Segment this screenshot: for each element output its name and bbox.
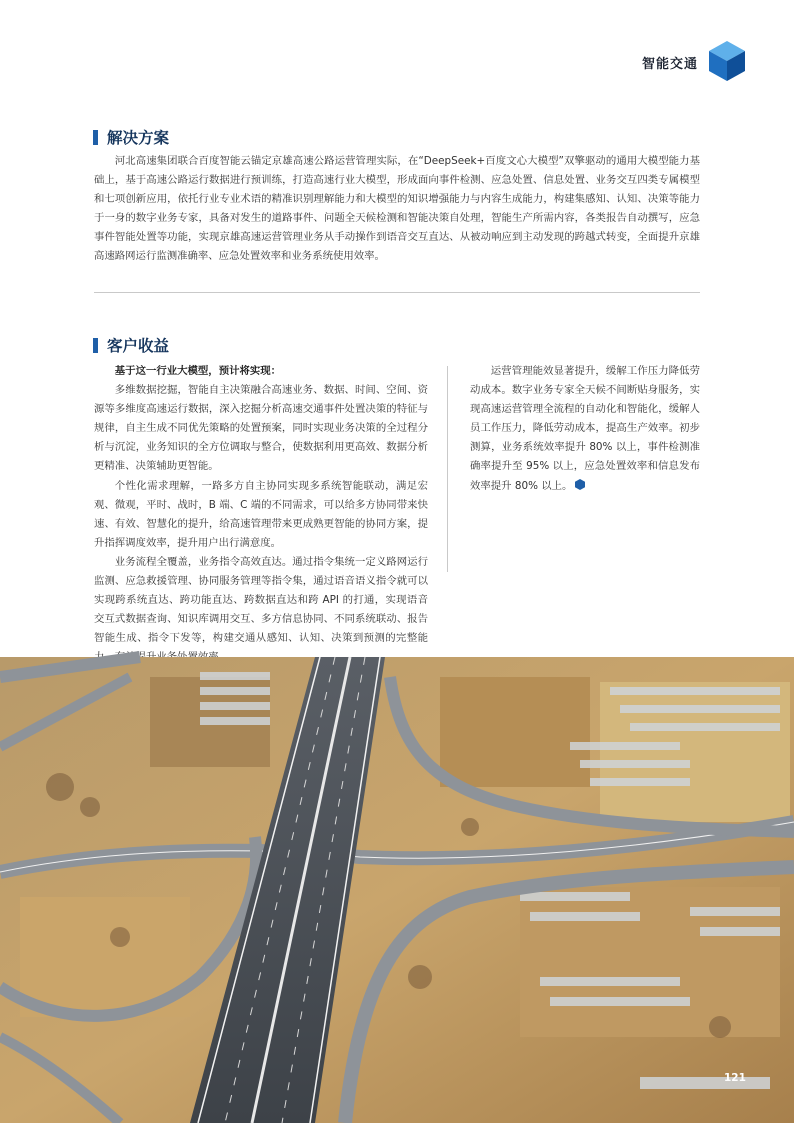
benefits-title: 客户收益: [107, 337, 170, 355]
heading-accent-bar: [93, 338, 98, 353]
column-divider: [447, 366, 448, 572]
benefit-data-mining: 多维数据挖掘，智能自主决策融合高速业务、数据、时间、空间、资源等多维度高速运行数据，深入挖掘分析高速交通事件处置决策的特征与规律，自主生成不同优先策略的处置预案，同时实现业务决策的全过程分析与沉淀，业务知识的全方位调取与整合，使数据利用更高效、数据分析更精准、决策辅助更智能。: [94, 384, 428, 473]
heading-accent-bar: [93, 130, 98, 145]
benefits-column-left: [94, 362, 428, 645]
benefit-efficiency: 运营管理能效显著提升，缓解工作压力降低劳动成本。数字业务专家全天候不间断贴身服务，实现高速运营管理全流程的自动化和智能化，缓解人员工作压力，降低劳动成本，提高生产效率。初步测算，业务系统效率提升 80% 以上，事件检测准确率提升至 95% 以上，应急处置效率和信息发布效率提升 80% 以上。: [470, 365, 700, 492]
benefit-collaboration: 个性化需求理解，一路多方自主协同实现多系统智能联动，满足宏观、微观，平时、战时，B 端、C 端的不同需求，可以给多方协同带来快速、有效、智慧化的提升，给高速管理带来更成熟更智能的协同方案，提升指挥调度效率，提升用户出行满意度。: [94, 479, 428, 549]
benefit-instruction: 业务流程全覆盖，业务指令高效直达。通过指令集统一定义路网运行监测、应急救援管理、协同服务管理等指令集，通过语音语义指令就可以实现跨系统直达、跨功能直达、跨数据直达和跨 API 的打通，实现语音交互式数据查询、知识库调用交互、多方信息协同、不同系统联动、报告智能生成、指令下发等，构建交通从感知、认知、决策到预测的完整能: [94, 555, 428, 645]
benefits-lead: 基于这一行业大模型，预计将实现：: [114, 365, 282, 377]
cube-logo-icon: [708, 40, 746, 82]
hexagon-end-icon: [575, 479, 585, 490]
benefits-heading: [93, 334, 169, 356]
benefits-column-right: [470, 362, 700, 496]
solution-heading: [93, 126, 169, 148]
page-number: 121: [724, 1072, 746, 1084]
section-category-label: 智能交通: [641, 57, 698, 72]
section-divider: [94, 292, 700, 293]
highway-interchange-photo: [0, 657, 794, 1123]
solution-title: 解决方案: [107, 129, 170, 147]
solution-body: 河北高速集团联合百度智能云锚定京雄高速公路运营管理实际，在“DeepSeek+百度文心大模型”双擎驱动的通用大模型能力基础上，基于高速公路运行数据进行预训练，打造高速行业大模型，形成面向事件检测、应急处置、信息处置、业务交互四类专属模型和七项创新应用，依托行业专业术语的精准识别理解能力和大模型的知识增强能力与内容生成能力，构建集感知、认知、决策等能力于一身的数字业务专家，具备对发生的道路事件、问题全天候检测和智能决策自处理，智能生产所需内容，各类报告自动撰写，应急事件智能处置等功能，实现京雄高速运营管理业务从手动操作到语音交互直达、从被动响应到主动发现的跨越式转变，全面提升京雄高速路网运行监测准确率、应急处置效率和业务系统使用效率。: [94, 155, 700, 263]
